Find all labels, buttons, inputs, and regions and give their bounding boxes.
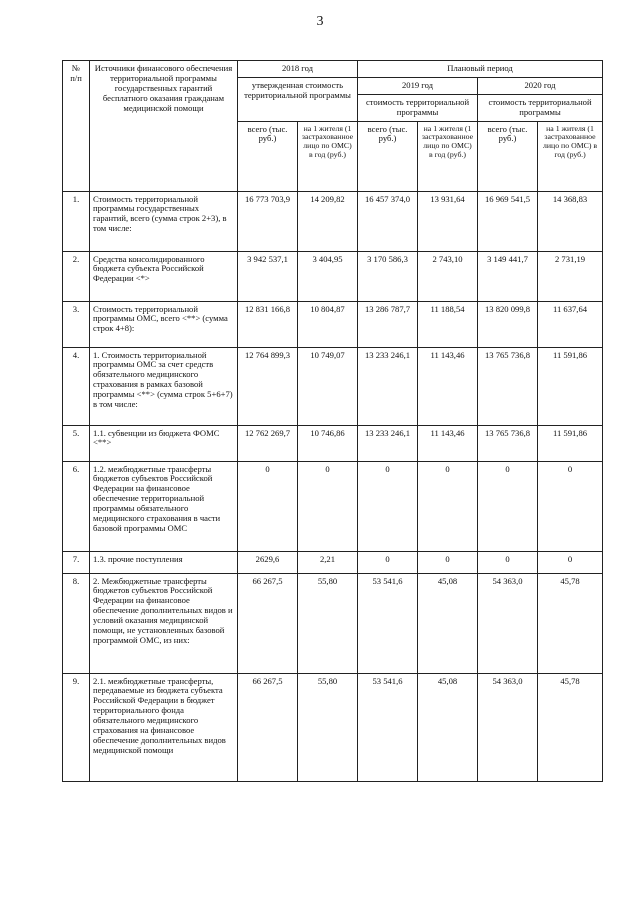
row-number: 4. xyxy=(63,347,90,425)
row-value: 2629,6 xyxy=(238,551,298,573)
row-number: 7. xyxy=(63,551,90,573)
header-no: № п/п xyxy=(63,61,90,192)
row-label: 1.3. прочие поступления xyxy=(90,551,238,573)
table-row xyxy=(63,301,603,347)
row-value: 16 773 703,9 xyxy=(238,191,298,251)
row-value: 0 xyxy=(358,551,418,573)
row-value: 11 143,46 xyxy=(418,425,478,461)
row-label: Средства консолидированного бюджета субъекта Российской Федерации <*> xyxy=(90,251,238,301)
table-row xyxy=(63,461,603,551)
row-value: 66 267,5 xyxy=(238,673,298,781)
row-value: 0 xyxy=(538,461,603,551)
row-number: 8. xyxy=(63,573,90,673)
table-row xyxy=(63,673,603,781)
row-value: 0 xyxy=(418,461,478,551)
table-row xyxy=(63,347,603,425)
row-value: 0 xyxy=(478,551,538,573)
row-value: 11 637,64 xyxy=(538,301,603,347)
row-value: 0 xyxy=(358,461,418,551)
row-number: 6. xyxy=(63,461,90,551)
row-value: 13 286 787,7 xyxy=(358,301,418,347)
row-value: 16 457 374,0 xyxy=(358,191,418,251)
row-label: Стоимость территориальной программы государственных гарантий, всего (сумма строк 2+3), в том числе: xyxy=(90,191,238,251)
header-per-capita-2019: на 1 жителя (1 застрахованное лицо по ОМС) в год (руб.) xyxy=(418,121,478,191)
header-total-2020: всего (тыс. руб.) xyxy=(478,121,538,191)
row-value: 13 820 099,8 xyxy=(478,301,538,347)
row-value: 55,80 xyxy=(298,573,358,673)
row-value: 10 746,86 xyxy=(298,425,358,461)
row-value: 11 188,54 xyxy=(418,301,478,347)
row-value: 13 931,64 xyxy=(418,191,478,251)
header-approved-cost: утвержденная стоимость территориальной программы xyxy=(238,77,358,121)
table-row xyxy=(63,251,603,301)
row-value: 11 143,46 xyxy=(418,347,478,425)
row-number: 3. xyxy=(63,301,90,347)
row-value: 11 591,86 xyxy=(538,347,603,425)
header-per-capita-2020: на 1 жителя (1 застрахованное лицо по ОМС) в год (руб.) xyxy=(538,121,603,191)
row-label: 1.1. субвенции из бюджета ФОМС <**> xyxy=(90,425,238,461)
row-value: 16 969 541,5 xyxy=(478,191,538,251)
row-value: 12 831 166,8 xyxy=(238,301,298,347)
row-value: 54 363,0 xyxy=(478,673,538,781)
row-value: 0 xyxy=(478,461,538,551)
row-value: 54 363,0 xyxy=(478,573,538,673)
row-number: 5. xyxy=(63,425,90,461)
row-label: 2.1. межбюджетные трансферты, передаваемые из бюджета субъекта Российской Федерации в бюджет территориального фонда обязательного медицинского страхования на финансовое обеспечение дополнительных видов медицинской помощи xyxy=(90,673,238,781)
row-value: 53 541,6 xyxy=(358,573,418,673)
row-value: 3 149 441,7 xyxy=(478,251,538,301)
row-value: 2,21 xyxy=(298,551,358,573)
row-value: 53 541,6 xyxy=(358,673,418,781)
row-number: 2. xyxy=(63,251,90,301)
table-row xyxy=(63,551,603,573)
row-value: 0 xyxy=(538,551,603,573)
row-value: 2 743,10 xyxy=(418,251,478,301)
row-label: 2. Межбюджетные трансферты бюджетов субъектов Российской Федерации на финансовое обеспечение дополнительных видов и условий оказания медицинской помощи, не установленных базовой программой ОМС, из них: xyxy=(90,573,238,673)
row-value: 12 764 899,3 xyxy=(238,347,298,425)
header-per-capita-2018: на 1 жителя (1 застрахованное лицо по ОМС) в год (руб.) xyxy=(298,121,358,191)
row-value: 45,78 xyxy=(538,673,603,781)
row-value: 45,78 xyxy=(538,573,603,673)
row-value: 14 209,82 xyxy=(298,191,358,251)
row-value: 12 762 269,7 xyxy=(238,425,298,461)
row-value: 3 942 537,1 xyxy=(238,251,298,301)
row-label: 1.2. межбюджетные трансферты бюджетов субъектов Российской Федерации на финансовое обеспечение территориальной программы обязательного медицинского страхования в части базовой программы ОМС xyxy=(90,461,238,551)
header-planning-period: Плановый период xyxy=(358,61,603,78)
row-value: 3 404,95 xyxy=(298,251,358,301)
header-total-2019: всего (тыс. руб.) xyxy=(358,121,418,191)
row-value: 14 368,83 xyxy=(538,191,603,251)
row-value: 11 591,86 xyxy=(538,425,603,461)
header-2020: 2020 год xyxy=(478,77,603,94)
row-value: 2 731,19 xyxy=(538,251,603,301)
row-value: 45,08 xyxy=(418,573,478,673)
row-value: 55,80 xyxy=(298,673,358,781)
row-value: 0 xyxy=(298,461,358,551)
header-cost-2020: стоимость территориальной программы xyxy=(478,94,603,121)
header-2018: 2018 год xyxy=(238,61,358,78)
row-value: 10 804,87 xyxy=(298,301,358,347)
row-label: Стоимость территориальной программы ОМС, всего <**> (сумма строк 4+8): xyxy=(90,301,238,347)
row-value: 13 765 736,8 xyxy=(478,347,538,425)
row-number: 9. xyxy=(63,673,90,781)
page-number: 3 xyxy=(316,14,324,29)
row-value: 66 267,5 xyxy=(238,573,298,673)
table-row xyxy=(63,191,603,251)
row-value: 0 xyxy=(238,461,298,551)
row-value: 45,08 xyxy=(418,673,478,781)
row-value: 13 765 736,8 xyxy=(478,425,538,461)
row-number: 1. xyxy=(63,191,90,251)
table-row xyxy=(63,573,603,673)
row-value: 0 xyxy=(418,551,478,573)
header-total-2018: всего (тыс. руб.) xyxy=(238,121,298,191)
financing-table xyxy=(62,60,603,782)
row-value: 3 170 586,3 xyxy=(358,251,418,301)
row-value: 13 233 246,1 xyxy=(358,425,418,461)
row-value: 13 233 246,1 xyxy=(358,347,418,425)
row-label: 1. Стоимость территориальной программы ОМС за счет средств обязательного медицинского страхования в рамках базовой программы <**> (сумма строк 5+6+7) в том числе: xyxy=(90,347,238,425)
header-2019: 2019 год xyxy=(358,77,478,94)
header-cost-2019: стоимость территориальной программы xyxy=(358,94,478,121)
table-row xyxy=(63,425,603,461)
header-source: Источники финансового обеспечения территориальной программы государственных гарантий бесплатного оказания гражданам медицинской помощи xyxy=(90,61,238,192)
row-value: 10 749,07 xyxy=(298,347,358,425)
